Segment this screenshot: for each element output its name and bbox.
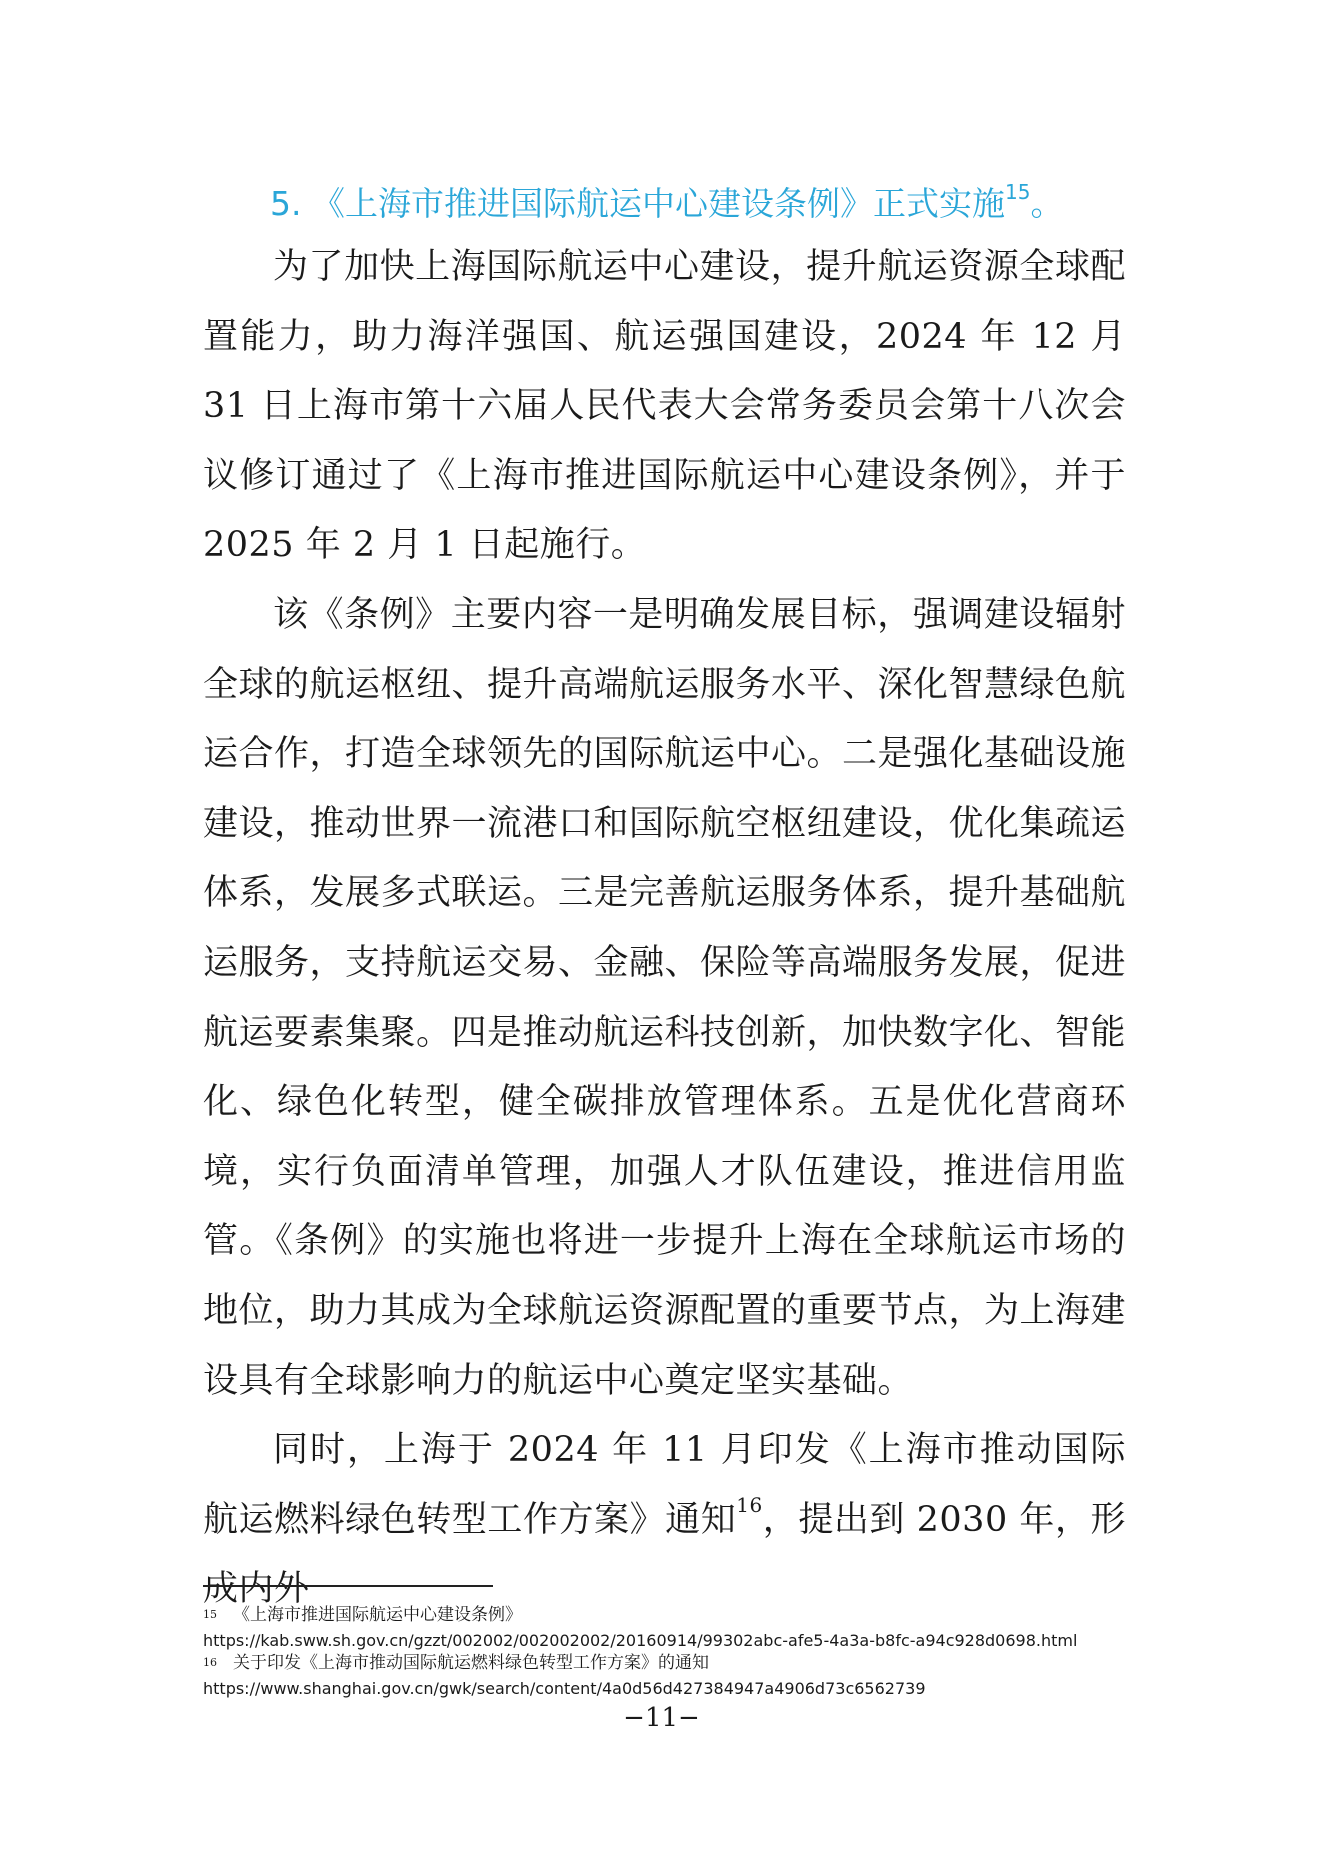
section-end-punct: 。 (1030, 184, 1064, 223)
footnote-ref-15[interactable]: 15 (1005, 180, 1031, 204)
paragraph-3-text-after: ，提出到 2030 年，形成内外 (203, 1499, 1126, 1610)
footnote-text: 《上海市推进国际航运中心建设条例》 (233, 1605, 522, 1625)
paragraph-3-text-before: 同时，上海于 2024 年 11 月印发《上海市推动国际航运燃料绿色转型工作方案》通知 (203, 1430, 1126, 1540)
section-number: 5. (270, 184, 302, 223)
footnote-15 (203, 1603, 522, 1627)
paragraph-1: 为了加快上海国际航运中心建设，提升航运资源全球配置能力，助力海洋强国、航运强国建设，2024 年 12 月 31 日上海市第十六届人民代表大会常务委员会第十八次会议修订通过了《上海市推进国际航运中心建设条例》，并于 2025 年 2 月 1 日起施行。 (203, 247, 1126, 566)
footnote-number: 15 (203, 1608, 217, 1621)
footnote-ref-16[interactable]: 16 (736, 1492, 763, 1517)
footnote-16 (203, 1651, 709, 1675)
section-heading (270, 172, 1170, 228)
footnote-divider (203, 1585, 493, 1587)
footnote-text: 关于印发《上海市推动国际航运燃料绿色转型工作方案》的通知 (233, 1653, 709, 1673)
footnote-number: 16 (203, 1656, 217, 1669)
paragraph-3 (203, 1416, 1126, 1625)
paragraph-2: 该《条例》主要内容一是明确发展目标，强调建设辐射全球的航运枢纽、提升高端航运服务水平、深化智慧绿色航运合作，打造全球领先的国际航运中心。二是强化基础设施建设，推动世界一流港口和国际航空枢纽建设，优化集疏运体系，发展多式联运。三是完善航运服务体系，提升基础航运服务，支持航运交易、金融、保险等高端服务发展，促进航运要素集聚。四是推动航运科技创新，加快数字化、智能化、绿色化转型，健全碳排放管理体系。五是优化营商环境，实行负面清单管理，加强人才队伍建设，推进信用监管。《条例》的实施也将进一步提升上海在全球航运市场的地位，助力其成为全球航运资源配置的重要节点，为上海建设具有全球影响力的航运中心奠定坚实基础。 (203, 595, 1127, 1401)
footnote-15-link[interactable]: https://kab.sww.sh.gov.cn/gzzt/002002/002002002/20160914/99302abc-afe5-4a3a-b8fc-a94c928d0698.html (203, 1631, 1078, 1650)
section-title: 《上海市推进国际航运中心建设条例》正式实施 (312, 184, 1005, 223)
footnote-16-link[interactable]: https://www.shanghai.gov.cn/gwk/search/content/4a0d56d427384947a4906d73c6562739 (203, 1679, 926, 1698)
page-number: −11− (623, 1703, 700, 1733)
